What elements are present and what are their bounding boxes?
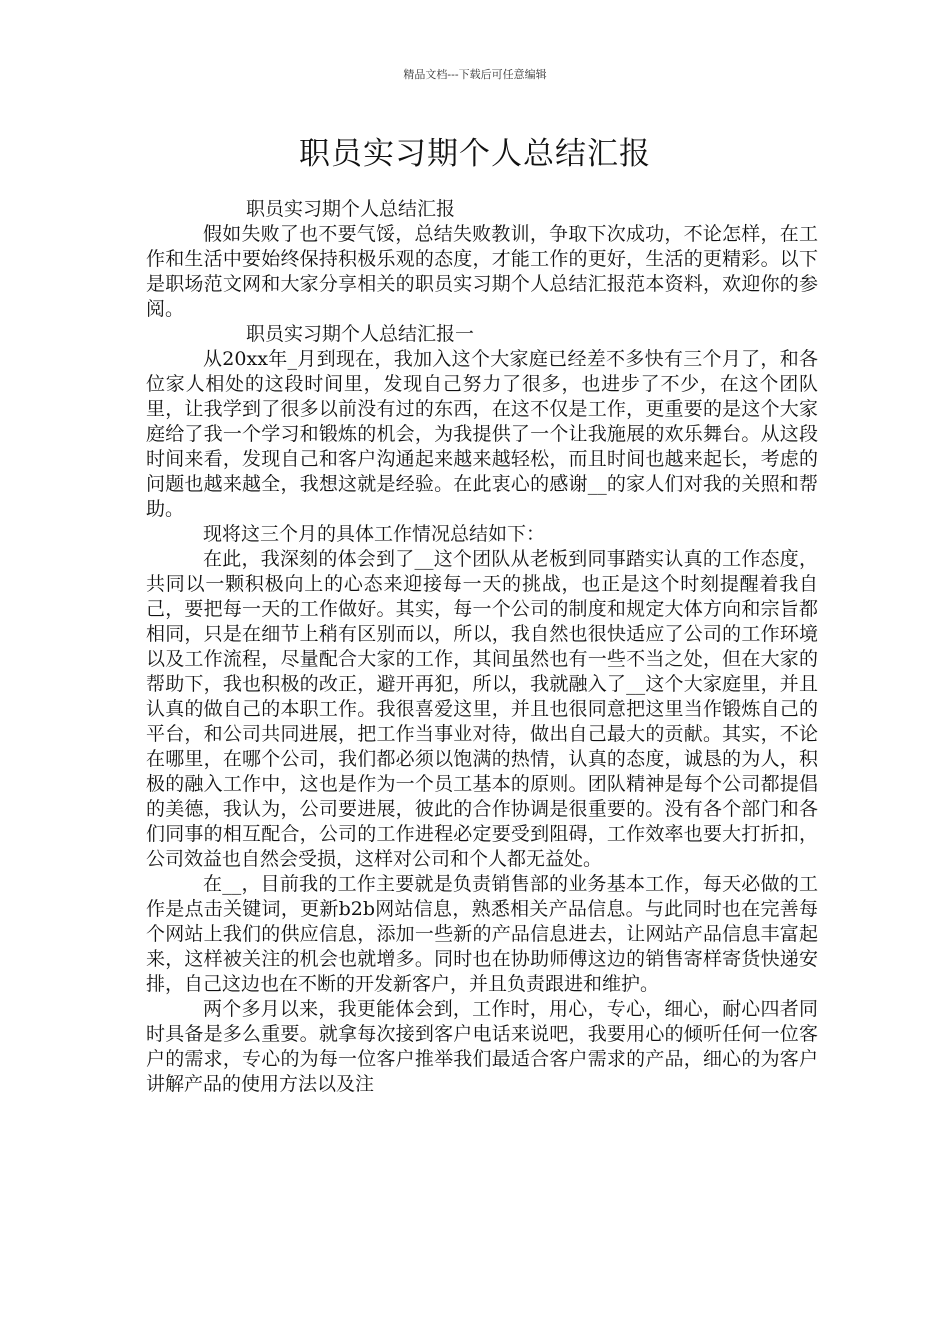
document-subtitle: 职员实习期个人总结汇报 <box>246 198 456 220</box>
document-body <box>146 197 818 1097</box>
section-heading: 职员实习期个人总结汇报一 <box>246 323 475 345</box>
intro-paragraph: 假如失败了也不要气馁，总结失败教训，争取下次成功，不论怎样，在工作和生活中要始终保持积极乐观的态度，才能工作的更好，生活的更精彩。以下是职场范文网和大家分享相关的职员实习期个人总结汇报范本资料，欢迎你的参阅。 <box>146 223 818 320</box>
paragraph: 在__，目前我的工作主要就是负责销售部的业务基本工作，每天必做的工作是点击关键词，更新b2b网站信息，熟悉相关产品信息。与此同时也在完善每个网站上我们的供应信息，添加一些新的产品信息进去，让网站产品信息丰富起来，这样被关注的机会也就增多。同时也在协助师傅这边的销售寄样寄货快递安排，自己这边也在不断的开发新客户，并且负责跟进和维护。 <box>146 873 818 995</box>
paragraph: 从20xx年_月到现在，我加入这个大家庭已经差不多快有三个月了，和各位家人相处的这段时间里，发现自己努力了很多，也进步了不少，在这个团队里，让我学到了很多以前没有过的东西，在这不仅是工作，更重要的是这个大家庭给了我一个学习和锻炼的机会，为我提供了一个让我施展的欢乐舞台。从这段时间来看，发现自己和客户沟通起来越来越轻松，而且时间也越来起长，考虑的问题也越来越全，我想这就是经验。在此衷心的感谢__的家人们对我的关照和帮助。 <box>146 348 818 520</box>
paragraph: 两个多月以来，我更能体会到，工作时，用心，专心，细心，耐心四者同时具备是多么重要。就拿每次接到客户电话来说吧，我要用心的倾听任何一位客户的需求，专心的为每一位客户推举我们最适合客户需求的产品，细心的为客户讲解产品的使用方法以及注 <box>146 998 818 1095</box>
header-note: 精品文档---下载后可任意编辑 <box>403 68 547 81</box>
paragraph: 在此，我深刻的体会到了__这个团队从老板到同事踏实认真的工作态度，共同以一颗积极向上的心态来迎接每一天的挑战，也正是这个时刻提醒着我自己，要把每一天的工作做好。其实，每一个公司的制度和规定大体方向和宗旨都相同，只是在细节上稍有区别而以，所以，我自然也很快适应了公司的工作环境以及工作流程，尽量配合大家的工作，其间虽然也有一些不当之处，但在大家的帮助下，我也积极的改正，避开再犯，所以，我就融入了__这个大家庭里，并且认真的做自己的本职工作。我很喜爱这里，并且也很同意把这里当作锻炼自己的平台，和公司共同进展，把工作当事业对待，做出自己最大的贡献。其实，不论在哪里，在哪个公司，我们都必须以饱满的热情，认真的态度，诚恳的为人，积极的融入工作中，这也是作为一个员工基本的原则。团队精神是每个公司都提倡的美德，我认为，公司要进展，彼此的合作协调是很重要的。没有各个部门和各们同事的相互配合，公司的工作进程必定要受到阻碍，工作效率也要大打折扣，公司效益也自然会受损，这样对公司和个人都无益处。 <box>146 548 818 870</box>
paragraph: 现将这三个月的具体工作情况总结如下： <box>203 523 546 545</box>
document-title: 职员实习期个人总结汇报 <box>299 136 651 172</box>
